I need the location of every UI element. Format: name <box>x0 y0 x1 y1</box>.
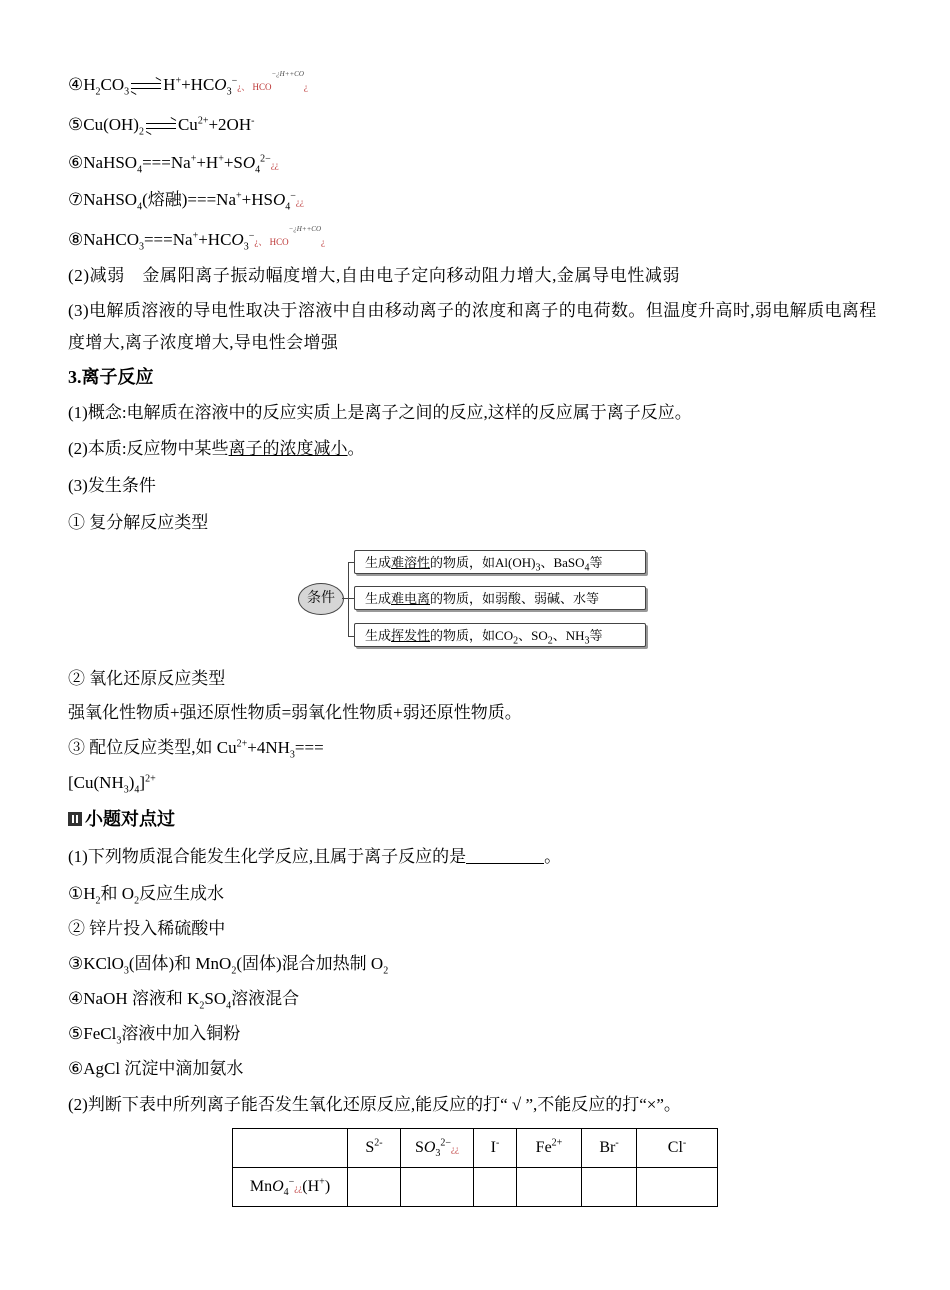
practice-title: 小题对点过 <box>68 808 175 830</box>
table-answer-cell[interactable] <box>474 1168 517 1207</box>
option-6: ⑥AgCl 沉淀中滴加氨水 <box>68 1059 244 1078</box>
option-3: ③KClO$_3$(固体)和 MnO$_2$(固体)混合加热制 $O_2$ <box>68 954 389 977</box>
answer-2: (2)减弱 金属阳离子振动幅度增大,自由电子定向移动阻力增大,金属导电性减弱 <box>68 266 681 285</box>
table-answer-cell[interactable] <box>517 1168 582 1207</box>
equation-6: $⑥NaHSO_4===Na^++H^++SO_4^{2-}¿¿$ <box>68 153 279 176</box>
table-answer-cell[interactable] <box>401 1168 474 1207</box>
table-answer-cell[interactable] <box>582 1168 637 1207</box>
equation-7: ⑦NaHSO$_4$(熔融)$===Na^++HSO_4^-¿¿$ <box>68 190 304 213</box>
table-header-cell: Cl- <box>637 1129 718 1168</box>
type-1-heading: ① 复分解反应类型 <box>68 513 209 532</box>
reversible-arrow-icon <box>131 80 161 92</box>
equation-4: $④H_2CO_3$ $H^++HCO_3^-¿$、 $HCO^{-¿H++CO}¿$ <box>68 70 308 98</box>
table-header-cell: I- <box>474 1129 517 1168</box>
table-header-cell: $Fe^{2+}$ <box>517 1129 582 1168</box>
diagram-center-oval: 条件 <box>298 583 344 615</box>
diagram-box-insoluble: 生成难溶性的物质，如$Al(OH)_3$、BaSO$_4$等 <box>354 550 646 574</box>
concept-text: (1)概念:电解质在溶液中的反应实质上是离子之间的反应,这样的反应属于离子反应。 <box>68 403 692 422</box>
type-3-product: $[Cu(NH_3)_4]^{2+}$ <box>68 773 156 796</box>
answer-blank[interactable] <box>466 847 544 864</box>
question-1: (1)下列物质混合能发生化学反应,且属于离子反应的是 。 <box>68 847 562 866</box>
table-answer-cell[interactable] <box>348 1168 401 1207</box>
option-4: ④NaOH 溶液和 $K_2SO_4$溶液混合 <box>68 989 300 1012</box>
diagram-box-weak-electrolyte: 生成难电离的物质，如弱酸、弱碱、水等 <box>354 586 646 610</box>
table-row-header: MnO$_4$−¿¿(H+) <box>233 1168 348 1207</box>
table-header-row <box>233 1129 718 1168</box>
table-header-cell: Br- <box>582 1129 637 1168</box>
type-2-heading: ② 氧化还原反应类型 <box>68 669 226 688</box>
essence-text: (2)本质:反应物中某些离子的浓度减小。 <box>68 439 365 458</box>
option-2: ② 锌片投入稀硫酸中 <box>68 919 226 938</box>
table-header-cell: $S^{2-}$ <box>348 1129 401 1168</box>
option-1: $①H_2$和 $O_2$反应生成水 <box>68 884 225 907</box>
equation-8: $⑧NaHCO_3===Na^++HCO_3^-¿$、 $HCO^{-¿H++CO}¿$ <box>68 225 326 253</box>
reversible-arrow-icon <box>146 120 176 132</box>
table-row <box>233 1168 718 1207</box>
table-header-cell: $SO_3^{2-}¿¿$ <box>401 1129 474 1168</box>
question-2: (2)判断下表中所列离子能否发生氧化还原反应,能反应的打“ √ ”,不能反应的打“×”。 <box>68 1095 681 1114</box>
diagram-box-volatile: 生成挥发性的物质，如$CO_2$、$SO_2$、$NH_3$等 <box>354 623 646 647</box>
type-3-heading: ③ 配位反应类型,如 $Cu^{2+}+4NH_3===$ <box>68 738 324 761</box>
reaction-table <box>232 1128 718 1207</box>
table-answer-cell[interactable] <box>637 1168 718 1207</box>
table-corner-cell <box>233 1129 348 1168</box>
conditions-diagram <box>296 543 656 655</box>
answer-3: (3)电解质溶液的导电性取决于溶液中自由移动离子的浓度和离子的电荷数。但温度升高时,弱电解质电离程度增大,离子浓度增大,导电性会增强 <box>68 301 877 352</box>
conditions-heading: (3)发生条件 <box>68 476 156 495</box>
practice-icon <box>68 812 82 826</box>
type-2-description: 强氧化性物质+强还原性物质=弱氧化性物质+弱还原性物质。 <box>68 703 522 722</box>
section-title: 3.离子反应 <box>68 367 154 387</box>
option-5: ⑤FeCl$_3$溶液中加入铜粉 <box>68 1024 241 1047</box>
equation-5: $⑤Cu(OH)_2$ $Cu^{2+}+2OH^-$ <box>68 115 255 138</box>
